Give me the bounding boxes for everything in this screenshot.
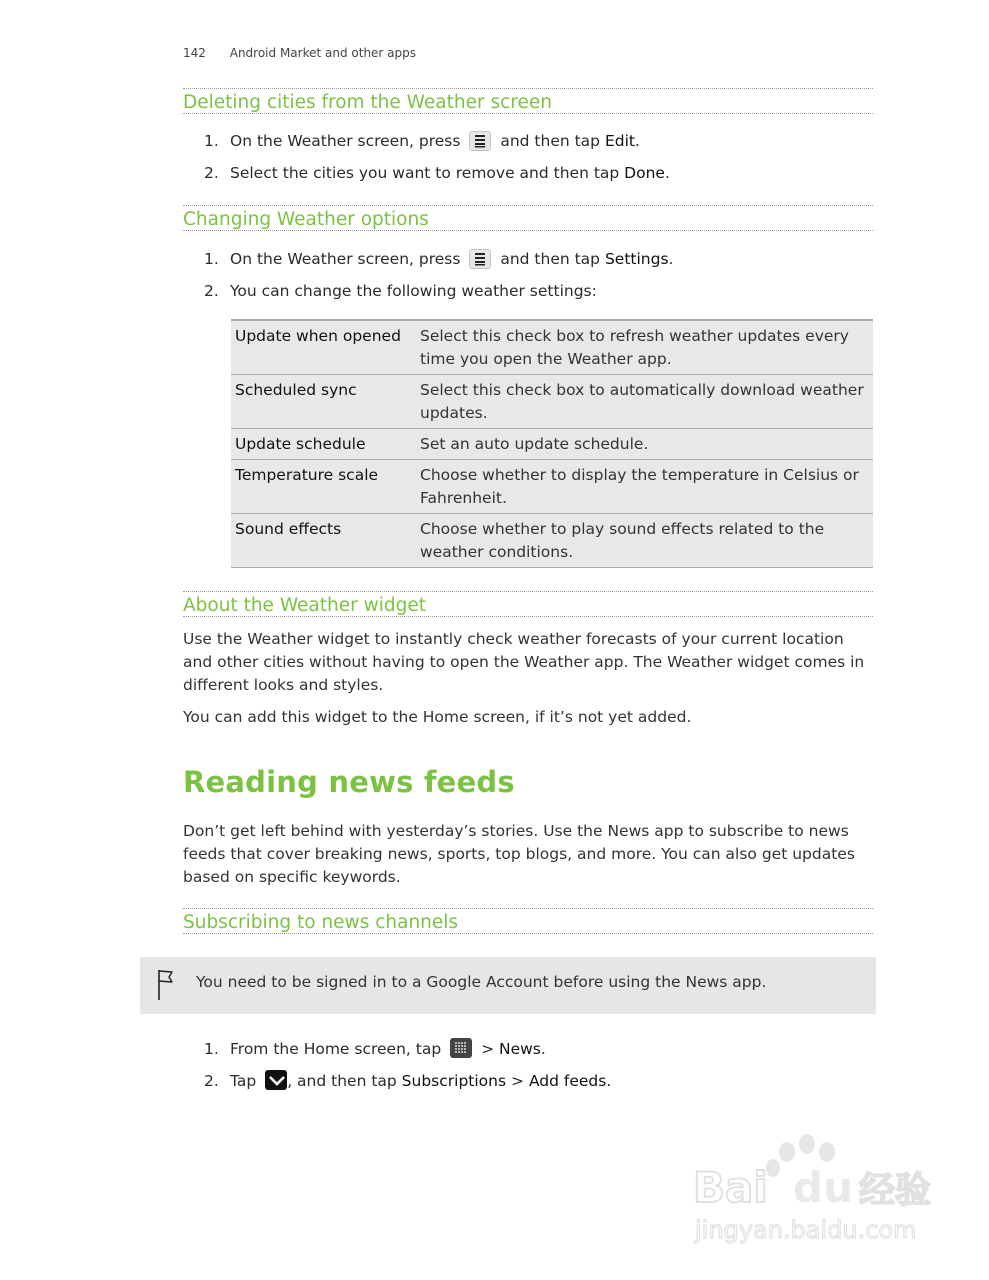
news-step-1: [183, 1038, 883, 1060]
step-text: On the Weather screen, press: [230, 250, 461, 268]
punct: .: [540, 1040, 546, 1058]
setting-description: Select this check box to refresh weather updates every time you open the Weather app.: [414, 320, 873, 375]
chapter-title: Android Market and other apps: [229, 46, 417, 60]
subscriptions-label: Subscriptions: [401, 1072, 507, 1090]
delete-step-1: [183, 130, 883, 152]
step-number: 1.: [204, 250, 219, 268]
step-text: and then tap: [500, 132, 601, 150]
watermark-logo-jingyan: 经验: [859, 1170, 932, 1211]
note-text: You need to be signed in to a Google Account before using the News app.: [196, 973, 767, 991]
punct: .: [668, 250, 674, 268]
watermark-logo-bai: Bai: [693, 1163, 768, 1212]
step-text: Select the cities you want to remove and then tap: [230, 164, 620, 182]
setting-description: Set an auto update schedule.: [414, 429, 873, 460]
baidu-watermark: [689, 1130, 949, 1250]
page-number: 142: [183, 46, 206, 60]
table-row: [231, 514, 873, 568]
weather-settings-table: [231, 319, 873, 568]
table-row: [231, 429, 873, 460]
setting-name: Update when opened: [231, 320, 414, 375]
flag-icon: [154, 967, 176, 1007]
settings-label: Settings: [604, 250, 669, 268]
heading-deleting-cities: Deleting cities from the Weather screen: [183, 88, 873, 114]
setting-name: Update schedule: [231, 429, 414, 460]
news-label: News: [499, 1040, 541, 1058]
heading-subscribing-news: Subscribing to news channels: [183, 908, 873, 934]
step-text: , and then tap: [287, 1072, 397, 1090]
delete-step-2: [183, 162, 883, 184]
heading-reading-news-feeds: Reading news feeds: [183, 765, 515, 799]
news-intro: Don’t get left behind with yesterday’s stories. Use the News app to subscribe to news feeds that cover breaking news, sports, top blogs, and more. You can also get updates based on specific keywords.: [183, 822, 855, 886]
heading-weather-options: Changing Weather options: [183, 205, 873, 231]
table-row: [231, 460, 873, 514]
setting-description: Choose whether to display the temperature in Celsius or Fahrenheit.: [414, 460, 873, 514]
setting-description: Select this check box to automatically download weather updates.: [414, 375, 873, 429]
step-number: 1.: [204, 1040, 219, 1058]
news-step-2: [183, 1070, 883, 1092]
all-apps-icon: [450, 1038, 472, 1058]
edit-label: Edit: [604, 132, 635, 150]
table-row: [231, 375, 873, 429]
step-number: 2.: [204, 282, 219, 300]
menu-icon: [469, 249, 491, 269]
step-text: and then tap: [500, 250, 601, 268]
setting-name: Temperature scale: [231, 460, 414, 514]
add-feeds-label: Add feeds: [528, 1072, 607, 1090]
step-text: Tap: [230, 1072, 257, 1090]
punct: .: [606, 1072, 612, 1090]
heading-weather-widget: About the Weather widget: [183, 591, 873, 617]
step-number: 1.: [204, 132, 219, 150]
done-label: Done: [624, 164, 665, 182]
step-number: 2.: [204, 1072, 219, 1090]
step-text: You can change the following weather settings:: [230, 282, 597, 300]
step-number: 2.: [204, 164, 219, 182]
page-header: [183, 46, 416, 60]
watermark-url: jingyan.baidu.com: [695, 1216, 917, 1244]
setting-name: Sound effects: [231, 514, 414, 568]
watermark-logo-du: du: [793, 1163, 853, 1212]
step-text: From the Home screen, tap: [230, 1040, 442, 1058]
separator: >: [511, 1072, 524, 1090]
widget-note: You can add this widget to the Home screen, if it’s not yet added.: [183, 708, 692, 726]
punct: .: [664, 164, 670, 182]
setting-description: Choose whether to play sound effects related to the weather conditions.: [414, 514, 873, 568]
separator: >: [481, 1040, 495, 1058]
menu-icon: [469, 131, 491, 151]
options-step-1: [183, 248, 883, 270]
widget-description: Use the Weather widget to instantly check weather forecasts of your current location and other cities without having to open the Weather app. The Weather widget comes in different looks and styles.: [183, 630, 865, 694]
note-box: [140, 957, 876, 1014]
chevron-down-icon: [265, 1070, 287, 1090]
punct: .: [635, 132, 640, 150]
step-text: On the Weather screen, press: [230, 132, 461, 150]
setting-name: Scheduled sync: [231, 375, 414, 429]
options-step-2: [183, 280, 883, 302]
table-row: [231, 320, 873, 375]
